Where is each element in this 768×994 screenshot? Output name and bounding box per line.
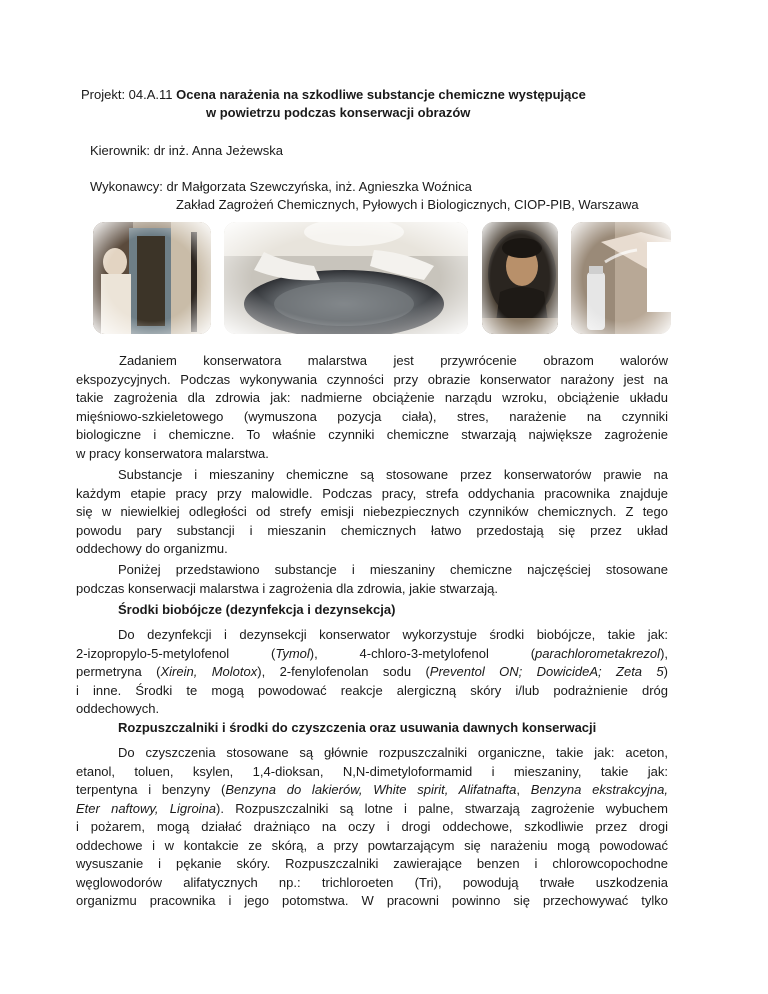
department-line: Zakład Zagrożeń Chemicznych, Pyłowych i Biologicznych, CIOP-PIB, Warszawa bbox=[176, 197, 639, 212]
intro-paragraph: Zadaniem konserwatora malarstwa jest przywrócenie obrazom walorów ekspozycyjnych. Podczas wykonywania czynności przy obrazie konserwator narażony jest na takie zagrożenia dla zdrowia jak: nadmierne obciążenie narządu wzroku, obciążenie układu mięśniowo-szkieletowego (wymuszona pozycja ciała), stres, narażenie na czynniki biologiczne i chemiczne. To właśnie czynniki chemiczne stwarzają największe zagrożenie w pracy konserwatora malarstwa. bbox=[76, 353, 668, 461]
project-title-1: Ocena narażenia na szkodliwe substancje chemiczne występujące bbox=[176, 87, 586, 102]
paragraph-substances: Substancje i mieszaniny chemiczne są stosowane przez konserwatorów prawie na każdym etapie pracy przy malowidle. Podczas pracy, strefa oddychania pracownika znajduje się w niewielkiej odległości od strefy emisji niebezpiecznych czynników chemicznych. Z tego powodu pary substancji i mieszanin chemicznych łatwo przedostają się przez układ oddechowy do organizmu. bbox=[76, 467, 668, 556]
contractors-line: Wykonawcy: dr Małgorzata Szewczyńska, inż. Agnieszka Woźnica bbox=[90, 179, 472, 194]
paragraph-biocides: Do dezynfekcji i dezynsekcji konserwator wykorzystuje środki biobójcze, takie jak: 2-izopropylo-5-metylofenol (Tymol), 4-chloro-3-metylofenol (parachlorometakrezol), permetryna (Xirein, Molotox), 2-fenylofenolan sodu (Preventol ON; DowicideA; Zeta 5) i inne. Środki te mogą powodować reakcje alergiczną skóry i/lub podrażnienie dróg oddechowych. bbox=[76, 627, 669, 716]
photo-strip bbox=[93, 222, 671, 334]
heading-solvents: Rozpuszczalniki i środki do czyszczenia oraz usuwania dawnych konserwacji bbox=[118, 720, 597, 735]
manager-line: Kierownik: dr inż. Anna Jeżewska bbox=[90, 143, 283, 158]
paragraph-solvents: Do czyszczenia stosowane są głównie rozpuszczalniki organiczne, takie jak: aceton, etanol, toluen, ksylen, 1,4-dioksan, N,N-dimetyloformamid i mieszaniny, takie jak: terpentyna i benzyny (Benzyna do lakierów, White spirit, Alifatnafta, Benzyna ekstrakcyjna, Eter naftowy, Ligroina). Rozpuszczalniki są lotne i palne, stwarzają zagrożenie wybuchem i pożarem, mogą działać drażniąco na oczy i drogi oddechowe, szkodliwie przez drogi oddechowe i w kontakcie ze skórą, a przy powtarzającym się narażeniu mogą powodować wysuszanie i pękanie skóry. Rozpuszczalniki zawierające benzen i chlorowcopochodne węglowodorów alifatycznych np.: trichloroeten (Tri), powodują trwałe uszkodzenia organizmu pracownika i jego potomstwa. W pracowni powinno się przechowywać tylko bbox=[76, 745, 668, 908]
gloved-hands-cleaning-plate-photo bbox=[224, 222, 468, 334]
project-title-2: w powietrzu podczas konserwacji obrazów bbox=[206, 105, 471, 120]
project-prefix: Projekt: 04.A.11 bbox=[81, 87, 177, 102]
project-line bbox=[81, 86, 586, 104]
painting-restorer-photo bbox=[93, 222, 211, 334]
portrait-painting-photo bbox=[482, 222, 558, 334]
spray-can-photo bbox=[571, 222, 671, 334]
heading-biocides: Środki biobójcze (dezynfekcja i dezynsekcja) bbox=[118, 602, 396, 617]
paragraph-overview: Poniżej przedstawiono substancje i mieszaniny chemiczne najczęściej stosowane podczas konserwacji malarstwa i zagrożenia dla zdrowia, jakie stwarzają. bbox=[76, 562, 668, 596]
